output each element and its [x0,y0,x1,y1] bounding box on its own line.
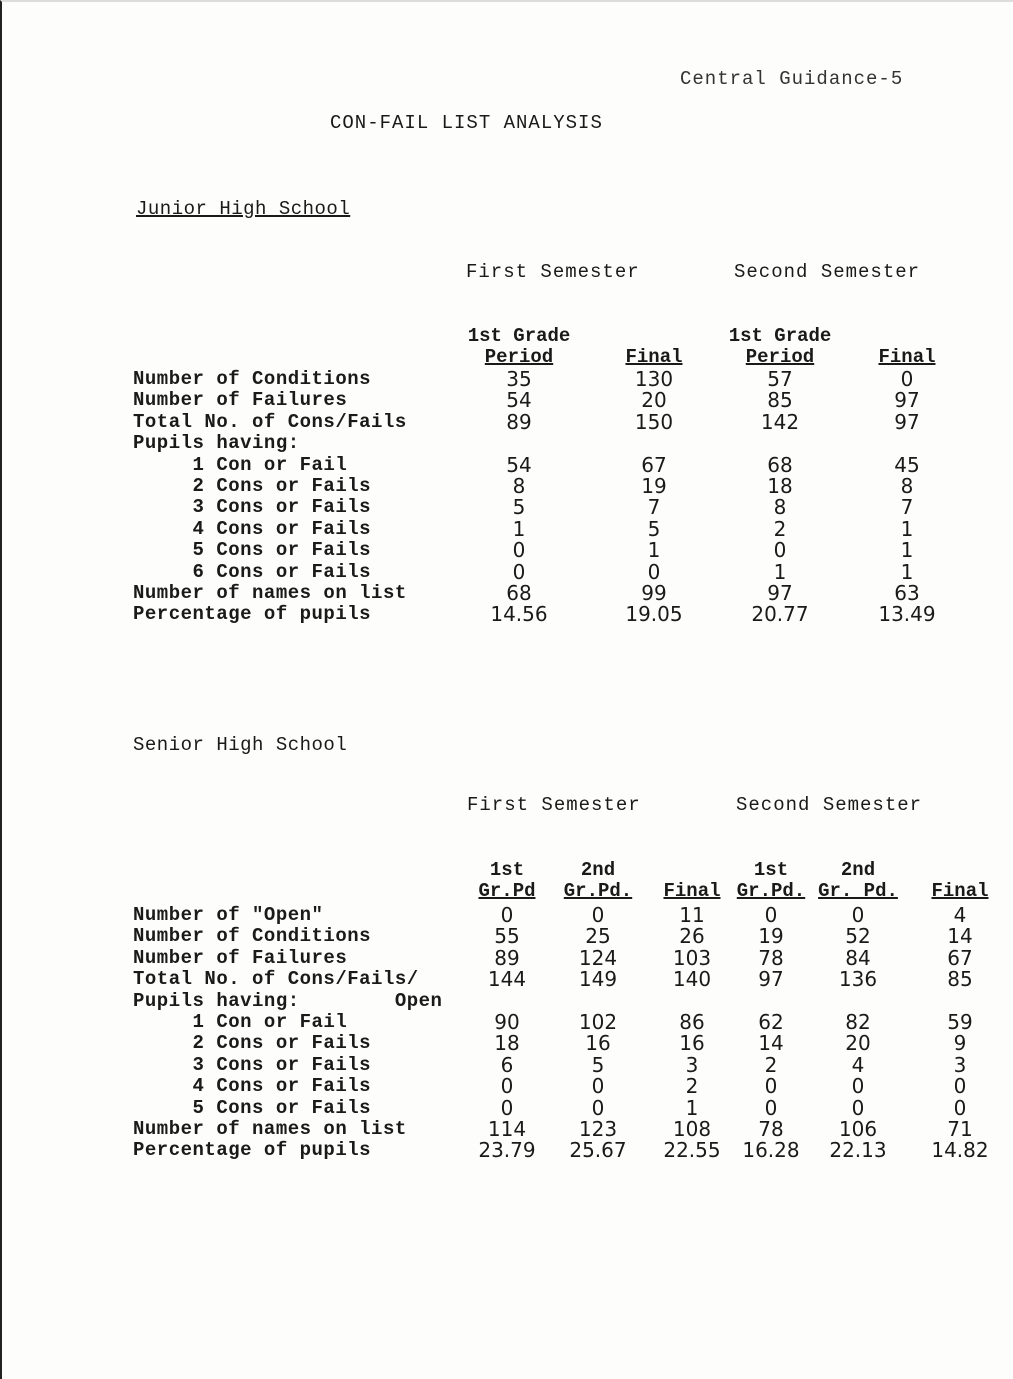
row-label: 1 Con or Fail [133,1011,348,1034]
senior-table [133,905,1010,1162]
document-title: CON-FAIL LIST ANALYSIS [330,112,603,134]
table-row [133,948,1010,969]
cell-value: 0 [851,903,865,927]
row-label: Number of Conditions [133,925,372,948]
cell-value: 97 [758,967,784,992]
cell-value: 136 [838,967,878,992]
cell-value: 89 [506,409,532,434]
cell-value: 1 [647,538,661,563]
cell-value: 13.49 [878,602,936,627]
senior-column-header: Final [663,880,721,902]
cell-value: 14.56 [490,602,548,627]
senior-section-title: Senior High School [133,734,348,756]
cell-value: 14 [947,924,973,949]
cell-value: 55 [494,924,520,949]
row-label: 5 Cons or Fails [133,1096,372,1119]
row-label: Number of names on list [133,1118,407,1141]
cell-value: 20.77 [751,602,809,627]
cell-value: 0 [591,1095,605,1120]
cell-value: 0 [512,538,526,563]
cell-value: 90 [494,1010,520,1035]
row-label: 4 Cons or Fails [133,517,372,540]
cell-value: 130 [634,367,674,391]
cell-value: 0 [591,1074,605,1099]
table-row [133,476,957,497]
cell-value: 0 [512,559,526,584]
cell-value: 5 [591,1052,605,1077]
table-row [133,497,957,518]
cell-value: 19 [641,474,667,499]
cell-value: 0 [647,559,661,584]
row-label: 3 Cons or Fails [133,496,372,519]
cell-value: 150 [634,409,674,434]
cell-value: 1 [900,559,914,584]
cell-value: 0 [773,538,787,563]
cell-value: 4 [851,1052,865,1077]
cell-value: 0 [953,1074,967,1099]
table-row [133,519,957,540]
senior-column-header: 1st Gr.Pd [478,859,536,902]
row-label: 5 Cons or Fails [133,539,372,562]
row-label: 4 Cons or Fails [133,1075,372,1098]
cell-value: 7 [900,495,914,520]
row-label: Number of "Open" [133,904,324,926]
cell-value: 106 [838,1117,878,1142]
table-row [133,1076,1010,1097]
cell-value [717,433,844,454]
cell-value: 8 [512,474,526,499]
senior-column-header: 2nd Gr. Pd. [818,859,898,902]
row-label: 2 Cons or Fails [133,475,372,498]
cell-value: 52 [845,924,871,949]
table-row [133,455,957,476]
cell-value: 1 [512,516,526,541]
cell-value: 124 [578,945,618,970]
cell-value: 45 [894,452,920,477]
senior-column-header: Final [931,880,989,902]
junior-column-header: Final [878,346,936,368]
cell-value: 14.82 [931,1138,989,1163]
cell-value: 0 [500,1074,514,1099]
cell-value: 0 [500,903,514,927]
cell-value: 85 [767,388,793,413]
cell-value: 1 [900,538,914,563]
cell-value [909,991,1010,1012]
senior-second-semester: Second Semester [736,794,923,816]
table-row [133,905,1010,926]
cell-value: 142 [760,409,800,434]
cell-value: 59 [947,1010,973,1035]
cell-value: 140 [672,967,712,992]
cell-value: 0 [953,1095,967,1120]
cell-value: 20 [641,388,667,413]
cell-value: 54 [506,452,532,477]
cell-value: 4 [953,903,967,927]
row-label: 1 Con or Fail [133,453,348,476]
table-row [133,1033,1010,1054]
junior-section-title: Junior High School [136,198,351,220]
cell-value: 103 [672,945,712,970]
row-label: Total No. of Cons/Fails [133,410,407,433]
cell-value: 78 [758,945,784,970]
cell-value: 19.05 [625,602,683,627]
cell-value: 5 [512,495,526,520]
cell-value: 9 [953,1031,967,1056]
row-label: Number of Failures [133,389,348,412]
row-label: Number of Conditions [133,368,372,390]
cell-value: 86 [679,1010,705,1035]
table-row [133,412,957,433]
cell-value: 22.55 [663,1138,721,1163]
cell-value: 97 [894,388,920,413]
cell-value: 3 [685,1052,699,1077]
cell-value [553,991,646,1012]
table-row [133,1119,1010,1140]
row-label: Number of Failures [133,946,348,969]
table-row [133,991,1010,1012]
cell-value [587,433,718,454]
cell-value: 2 [773,516,787,541]
senior-first-semester: First Semester [467,794,641,816]
cell-value: 20 [845,1031,871,1056]
cell-value: 11 [679,903,705,927]
table-row [133,1012,1010,1033]
cell-value: 63 [894,581,920,606]
row-label: Pupils having: Open [133,989,443,1012]
cell-value: 16 [585,1031,611,1056]
cell-value: 14 [758,1031,784,1056]
cell-value: 25.67 [569,1138,627,1163]
cell-value: 16 [679,1031,705,1056]
cell-value: 82 [845,1010,871,1035]
table-row [133,390,957,411]
cell-value: 2 [685,1074,699,1099]
cell-value: 25 [585,924,611,949]
cell-value: 71 [947,1117,973,1142]
row-label: 3 Cons or Fails [133,1053,372,1076]
table-row [133,433,957,454]
cell-value: 85 [947,967,973,992]
cell-value: 35 [506,367,532,391]
cell-value: 84 [845,945,871,970]
cell-value: 62 [758,1010,784,1035]
row-label: Total No. of Cons/Fails/ [133,968,419,991]
cell-value [473,991,553,1012]
cell-value: 0 [851,1095,865,1120]
junior-table [133,369,957,626]
cell-value: 0 [851,1074,865,1099]
cell-value: 1 [773,559,787,584]
cell-value: 0 [764,1074,778,1099]
cell-value: 1 [685,1095,699,1120]
cell-value: 68 [506,581,532,606]
table-row [133,1098,1010,1119]
row-label: 2 Cons or Fails [133,1032,372,1055]
cell-value: 108 [672,1117,712,1142]
cell-value: 67 [641,452,667,477]
cell-value: 0 [764,1095,778,1120]
cell-value: 0 [764,903,778,927]
cell-value: 99 [641,581,667,606]
table-row [133,1055,1010,1076]
cell-value: 68 [767,452,793,477]
cell-value [732,991,815,1012]
row-label: 6 Cons or Fails [133,560,372,583]
row-label: Percentage of pupils [133,603,372,626]
cell-value: 78 [758,1117,784,1142]
page-header: Central Guidance-5 [680,68,904,90]
cell-value: 16.28 [742,1138,800,1163]
cell-value: 114 [487,1117,527,1142]
cell-value [815,991,910,1012]
junior-column-header: Final [625,346,683,368]
cell-value: 8 [900,474,914,499]
cell-value: 22.13 [829,1138,887,1163]
cell-value [473,433,587,454]
cell-value: 18 [767,474,793,499]
cell-value: 7 [647,495,661,520]
junior-first-semester: First Semester [466,261,640,283]
cell-value: 149 [578,967,618,992]
row-label: Number of names on list [133,582,407,605]
cell-value: 0 [591,903,605,927]
cell-value: 8 [773,495,787,520]
cell-value: 0 [900,367,914,391]
table-row [133,369,957,390]
junior-column-header: 1st Grade Period [728,325,832,368]
cell-value: 102 [578,1010,618,1035]
cell-value: 57 [767,367,793,391]
table-row [133,540,957,561]
table-row [133,562,957,583]
cell-value: 144 [487,967,527,992]
junior-second-semester: Second Semester [734,261,921,283]
table-row [133,969,1010,990]
cell-value: 0 [500,1095,514,1120]
cell-value [645,991,732,1012]
row-label: Pupils having: [133,432,300,455]
cell-value: 19 [758,924,784,949]
cell-value: 97 [894,409,920,434]
cell-value: 6 [500,1052,514,1077]
cell-value: 123 [578,1117,618,1142]
cell-value: 67 [947,945,973,970]
senior-column-header: 1st Gr.Pd. [736,859,806,902]
table-row [133,926,1010,947]
cell-value: 1 [900,516,914,541]
cell-value: 5 [647,516,661,541]
row-label: Percentage of pupils [133,1139,372,1162]
cell-value: 23.79 [478,1138,536,1163]
senior-column-header: 2nd Gr.Pd. [563,859,633,902]
table-row [133,583,957,604]
cell-value: 26 [679,924,705,949]
cell-value: 3 [953,1052,967,1077]
table-row [133,604,957,625]
junior-column-header: 1st Grade Period [467,325,571,368]
cell-value: 54 [506,388,532,413]
cell-value: 89 [494,945,520,970]
cell-value: 2 [764,1052,778,1077]
cell-value: 97 [767,581,793,606]
table-row [133,1140,1010,1161]
cell-value [844,433,958,454]
cell-value: 18 [494,1031,520,1056]
